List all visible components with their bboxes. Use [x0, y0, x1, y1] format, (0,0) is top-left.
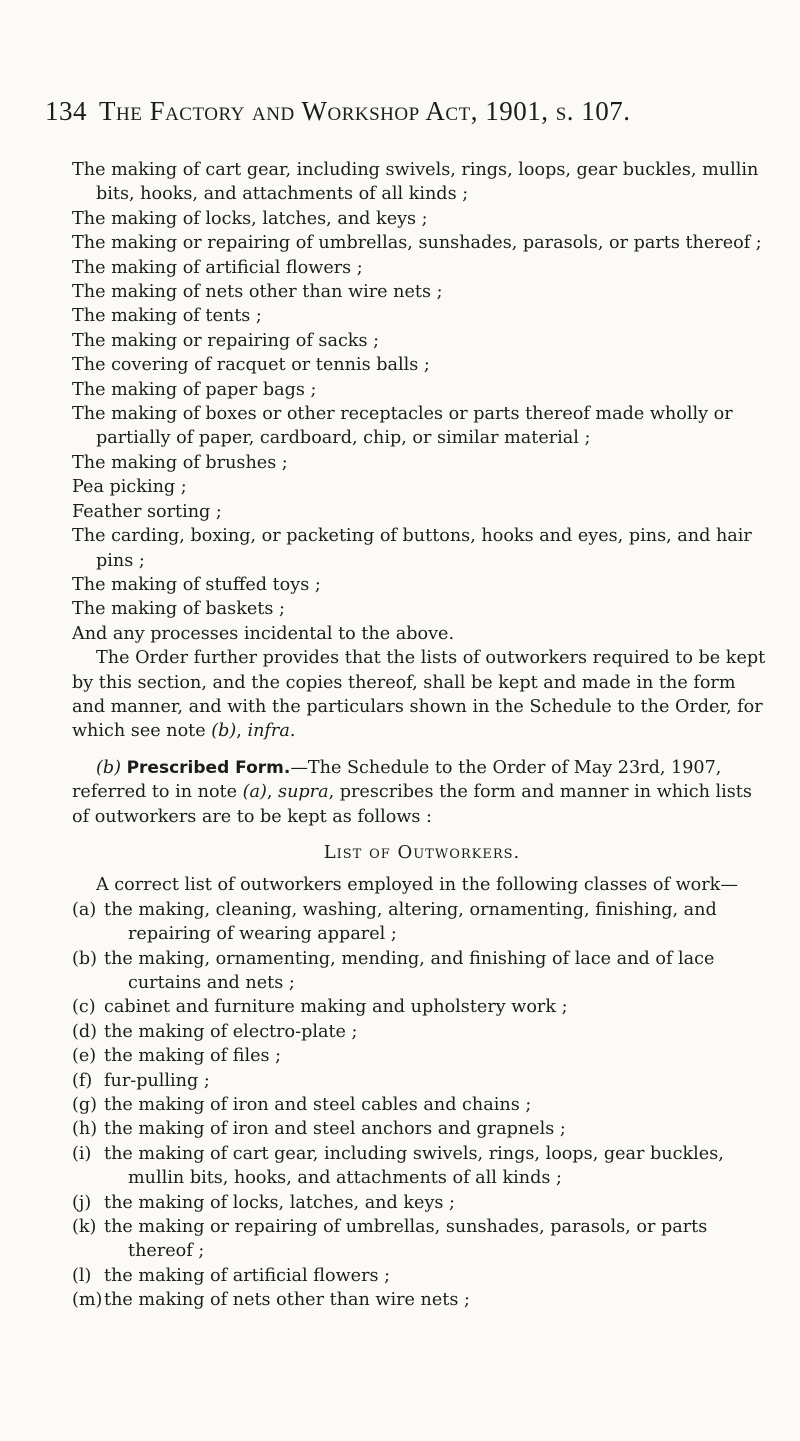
class-list	[72, 158, 772, 646]
class-list-item: The making of paper bags ;	[72, 379, 317, 400]
item-label: (l)	[72, 1265, 92, 1286]
page-body	[72, 158, 772, 1313]
intro-paragraph: A correct list of outworkers employed in the following classes of work—	[96, 875, 738, 896]
order-sep: ,	[236, 721, 248, 742]
item-label: (d)	[72, 1021, 97, 1042]
outwork-item	[72, 1069, 772, 1093]
item-text: the making of nets other than wire nets ;	[104, 1290, 470, 1311]
class-list-item: And any processes incidental to the above.	[72, 623, 455, 644]
outwork-item	[72, 1117, 772, 1141]
supra-ref: supra	[278, 782, 329, 803]
item-text: the making, cleaning, washing, altering, ornamenting, finishing, and repairing of wearing apparel ;	[104, 899, 717, 945]
item-text: the making or repairing of umbrellas, sunshades, parasols, or parts thereof ;	[104, 1217, 708, 1262]
prescribed-form-paragraph	[72, 756, 772, 829]
note-ref: (b)	[211, 721, 237, 742]
order-paragraph	[72, 646, 772, 744]
outwork-item	[72, 947, 772, 996]
outwork-item	[72, 1191, 772, 1215]
prescribed-note-ref: (a)	[242, 782, 267, 803]
outwork-item	[72, 995, 772, 1019]
class-list-item: The carding, boxing, or packeting of buttons, hooks and eyes, pins, and hair pins ;	[72, 526, 752, 571]
item-text: the making of iron and steel anchors and grapnels ;	[104, 1119, 566, 1140]
infra-ref: infra	[247, 721, 290, 742]
prescribed-heading: Prescribed Form.	[126, 757, 291, 778]
item-label: (k)	[72, 1217, 97, 1238]
item-text: the making of electro-plate ;	[104, 1021, 358, 1042]
class-list-item: The making of cart gear, including swivels, rings, loops, gear buckles, mullin bits, hooks, and attachments of all kinds ;	[72, 160, 759, 205]
class-list-item: The making of stuffed toys ;	[72, 574, 321, 595]
outwork-item	[72, 1264, 772, 1288]
class-list-item: The making or repairing of sacks ;	[72, 330, 380, 351]
page-number: 134	[45, 96, 87, 126]
item-text: fur-pulling ;	[104, 1070, 210, 1091]
list-heading: List of Outworkers.	[323, 841, 521, 863]
outwork-item	[72, 898, 772, 947]
item-label: (a)	[72, 899, 97, 920]
running-header	[45, 96, 765, 127]
item-label: (b)	[72, 948, 97, 969]
class-list-item: Feather sorting ;	[72, 501, 222, 522]
item-text: the making of cart gear, including swivels, rings, loops, gear buckles, mullin bits, hooks, and attachments of all kinds ;	[104, 1143, 724, 1189]
class-list-item: Pea picking ;	[72, 477, 187, 498]
item-text: the making of artificial flowers ;	[104, 1265, 391, 1286]
item-label: (g)	[72, 1095, 97, 1116]
class-list-item: The making of boxes or other receptacles or parts thereof made wholly or partially of paper, cardboard, chip, or similar material ;	[72, 404, 733, 449]
item-text: the making, ornamenting, mending, and finishing of lace and of lace curtains and nets ;	[104, 948, 715, 993]
item-text: the making of files ;	[104, 1046, 282, 1067]
running-title: The Factory and Workshop Act, 1901, s. 107.	[99, 96, 631, 126]
order-text: The Order further provides that the lists of outworkers required to be kept by this section, and the copies thereof, shall be kept and made in the form and manner, and with the particulars shown in the Schedule to the Order, for which see note	[72, 648, 766, 742]
class-list-item: The making of nets other than wire nets ;	[72, 282, 443, 303]
class-list-item: The making of artificial flowers ;	[72, 257, 363, 278]
item-label: (c)	[72, 997, 96, 1018]
item-text: cabinet and furniture making and upholstery work ;	[104, 997, 568, 1018]
prescribed-text-2: , prescribes the form and manner in which lists of outworkers are to be kept as follows :	[72, 782, 752, 827]
outwork-item	[72, 1020, 772, 1044]
outwork-item	[72, 1044, 772, 1068]
class-list-item: The making of tents ;	[72, 306, 262, 327]
outwork-item	[72, 1142, 772, 1191]
order-end: .	[289, 721, 296, 742]
class-list-item: The making or repairing of umbrellas, sunshades, parasols, or parts thereof ;	[72, 233, 762, 254]
item-label: (i)	[72, 1143, 92, 1164]
outwork-item	[72, 1288, 772, 1312]
prescribed-text-1: —The Schedule to the Order of May 23rd, 1907, referred to in note	[72, 757, 722, 803]
prescribed-label: (b)	[96, 757, 121, 778]
outwork-items	[72, 898, 772, 1313]
prescribed-sep: ,	[266, 782, 279, 803]
outwork-item	[72, 1215, 772, 1264]
item-label: (f)	[72, 1070, 93, 1091]
outwork-item	[72, 1093, 772, 1117]
item-text: the making of iron and steel cables and chains ;	[104, 1095, 532, 1116]
class-list-item: The making of baskets ;	[72, 599, 285, 620]
item-label: (m)	[72, 1290, 103, 1311]
item-label: (j)	[72, 1192, 92, 1213]
item-label: (e)	[72, 1046, 97, 1067]
class-list-item: The covering of racquet or tennis balls ;	[72, 355, 430, 376]
item-label: (h)	[72, 1119, 98, 1140]
item-text: the making of locks, latches, and keys ;	[104, 1192, 455, 1213]
class-list-item: The making of brushes ;	[72, 452, 288, 473]
class-list-item: The making of locks, latches, and keys ;	[72, 208, 428, 229]
